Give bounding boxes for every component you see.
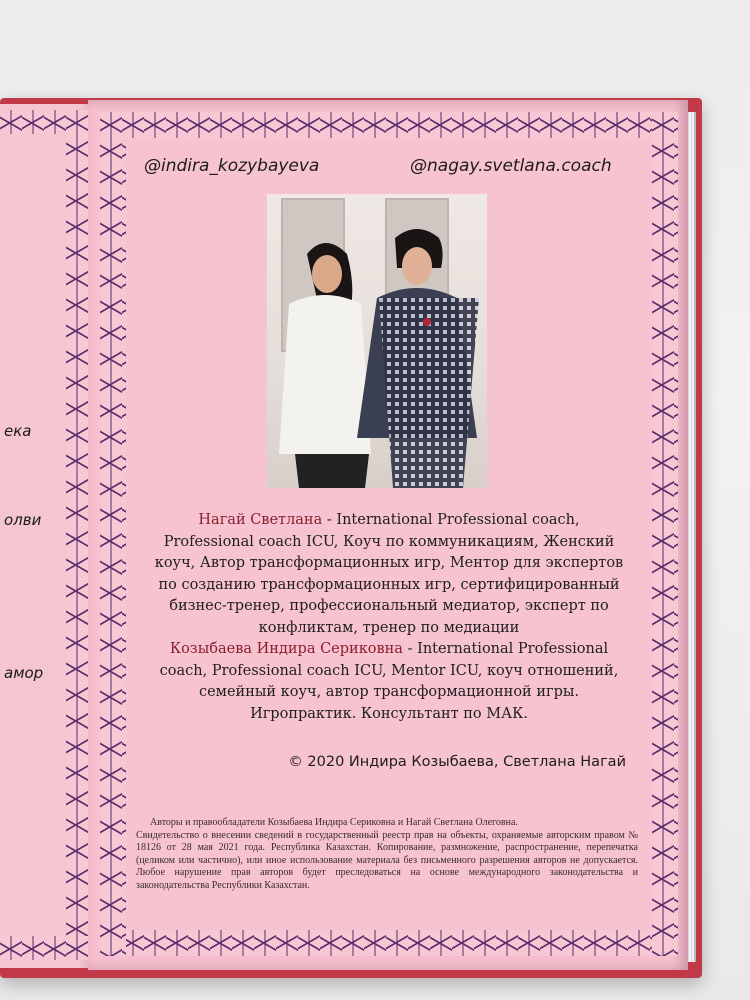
instagram-handle-right: @nagay.svetlana.coach	[410, 156, 612, 176]
authors-bio	[126, 510, 652, 725]
authors-photo	[267, 194, 487, 488]
copyright-line: © 2020 Индира Козыбаева, Светлана Нагай	[288, 754, 626, 770]
author-bio-1: - International Professional coach, Professional coach ICU, Коуч по коммуникациям, Женский коуч, Автор трансформационных игр, Ментор для экспертов по созданию трансформационных игр, сертифицированный бизнес-тренер, профессиональный медиатор, эксперт по конфликтам, тренер по медиации	[154, 512, 624, 636]
legal-notice	[136, 817, 638, 892]
author-name-1: Нагай Светлана	[198, 512, 323, 528]
page-border-top	[100, 112, 678, 138]
legal-notice-authors: Авторы и правообладатели Козыбаева Индира Сериковна и Нагай Светлана Олеговна.	[150, 817, 518, 828]
instagram-handle-left: @indira_kozybayeva	[144, 156, 320, 176]
left-page-top-pattern	[0, 110, 90, 134]
portrait-illustration	[267, 194, 487, 488]
page-border-bottom	[100, 930, 678, 956]
author-bio-2: - International Professional coach, Professional coach ICU, Mentor ICU, коуч отношений, семейный коуч, автор трансформационной игры. Игропрактик. Консультант по МАК.	[159, 641, 619, 722]
page-border-left	[100, 112, 126, 956]
page-border-right	[652, 112, 678, 956]
left-page-text-fragment: амор	[4, 664, 44, 682]
left-page-bottom-pattern	[0, 936, 90, 960]
left-page-border-pattern	[66, 110, 90, 958]
left-page-text-fragment: олви	[4, 511, 42, 529]
author-name-2: Козыбаева Индира Сериковна	[169, 641, 403, 657]
legal-notice-body: Свидетельство о внесении сведений в государственный реестр прав на объекты, охраняемые авторским правом № 18126 от 28 мая 2021 года. Республика Казахстан. Копирование, размножение, распространение, перепечатка (целиком или частично), или иное использование материала без письменного разрешения авторов не допускается. Любое нарушение прав авторов будет преследоваться на основе международного законодательства и законодательства Республики Казахстан.	[136, 829, 638, 891]
left-page-text-fragment: ека	[4, 422, 32, 440]
